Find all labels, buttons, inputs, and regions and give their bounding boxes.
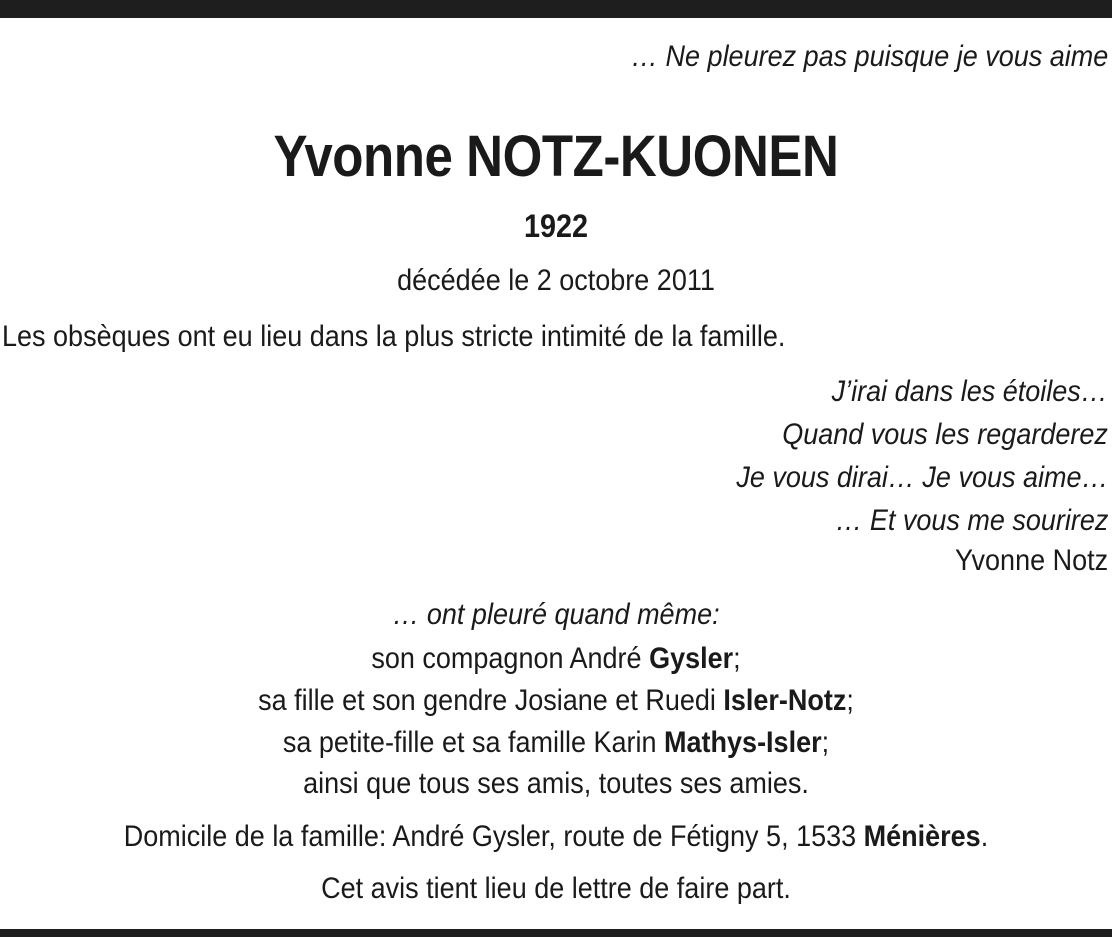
mourners-intro: … ont pleuré quand même: (392, 598, 720, 631)
poem-line: Je vous dirai… Je vous aime… (735, 461, 1108, 494)
poem-author: Yvonne Notz (954, 544, 1108, 577)
mourner-text: sa fille et son gendre Josiane et Ruedi (258, 684, 724, 717)
mourner-text: son compagnon André (371, 642, 650, 675)
punctuation: ; (846, 684, 854, 717)
poem-line: … Et vous me sourirez (834, 504, 1108, 537)
epigraph: … Ne pleurez pas puisque je vous aime (630, 40, 1108, 73)
poem-line: J’irai dans les étoiles… (831, 375, 1108, 408)
bottom-border-rule (0, 929, 1112, 937)
deceased-name: Yvonne NOTZ-KUONEN (273, 124, 839, 189)
mourner-companion (56, 644, 1057, 674)
mourner-surname: Mathys-Isler (664, 726, 822, 759)
domicile-town: Ménières (863, 820, 981, 853)
birth-year: 1922 (523, 208, 589, 244)
family-domicile (56, 822, 1057, 852)
punctuation: . (980, 820, 989, 853)
closing-note: Cet avis tient lieu de lettre de faire part. (321, 872, 791, 905)
poem-line: Quand vous les regarderez (782, 418, 1108, 451)
punctuation: ; (821, 726, 830, 759)
mourner-surname: Isler-Notz (723, 684, 847, 717)
punctuation: ; (733, 642, 741, 675)
mourner-granddaughter (56, 728, 1057, 758)
top-border-rule (0, 0, 1112, 18)
mourner-surname: Gysler (649, 642, 734, 675)
mourner-text: sa petite-fille et sa famille Karin (282, 726, 665, 759)
death-date: décédée le 2 octobre 2011 (397, 264, 715, 297)
mourner-friends: ainsi que tous ses amis, toutes ses amies. (303, 767, 809, 800)
mourner-daughter (56, 686, 1057, 716)
funeral-note: Les obsèques ont eu lieu dans la plus stricte intimité de la famille. (2, 320, 786, 353)
domicile-text: Domicile de la famille: André Gysler, route de Fétigny 5, 1533 (123, 820, 864, 853)
